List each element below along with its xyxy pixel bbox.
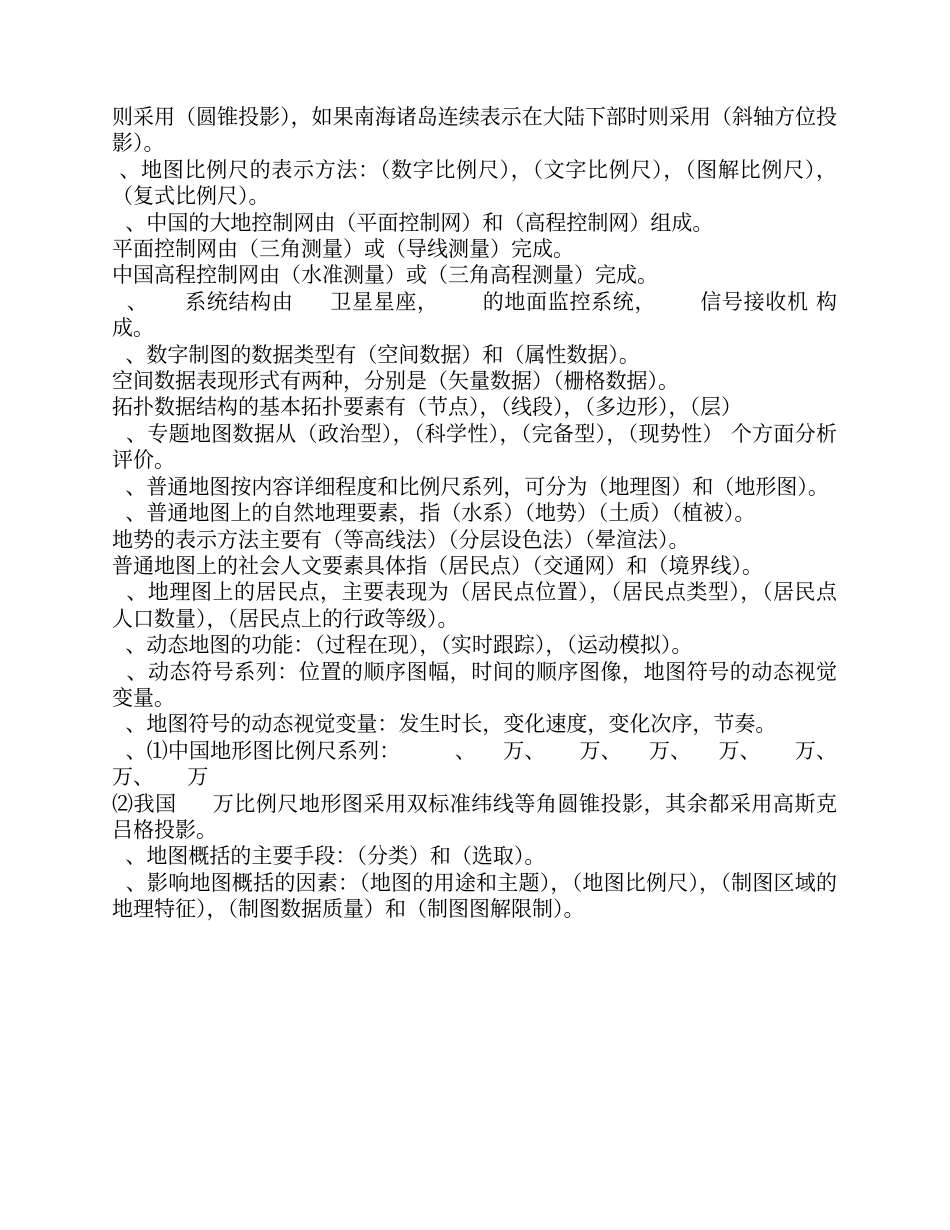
- paragraph: 平面控制网由（三角测量）或（导线测量）完成。: [112, 237, 574, 262]
- paragraph: 、动态地图的功能：（过程在现），（实时跟踪），（运动模拟）。: [112, 633, 693, 658]
- paragraph: 、专题地图数据从（政治型），（科学性），（完备型），（现势性） 个方面分析评价。: [112, 421, 837, 473]
- paragraph: 、普通地图上的自然地理要素，指（水系）（地势）（土质）（植被）。: [112, 501, 756, 526]
- paragraph: 、地图比例尺的表示方法：（数字比例尺），（文字比例尺），（图解比例尺），（复式比例尺）。: [112, 157, 837, 209]
- paragraph: 、动态符号系列：位置的顺序图幅，时间的顺序图像，地图符号的动态视觉变量。: [112, 659, 837, 710]
- paragraph: 拓扑数据结构的基本拓扑要素有（节点），（线段），（多边形），（层）: [112, 395, 742, 420]
- paragraph: 、普通地图按内容详细程度和比例尺系列，可分为（地理图）和（地形图）。: [112, 474, 829, 499]
- paragraph: 、数字制图的数据类型有（空间数据）和（属性数据）。: [112, 342, 640, 367]
- paragraph: 、中国的大地控制网由（平面控制网）和（高程控制网）组成。: [112, 210, 714, 235]
- paragraph: 空间数据表现形式有两种，分别是（矢量数据）（栅格数据）。: [112, 369, 679, 394]
- paragraph: 地势的表示方法主要有（等高线法）（分层设色法）（晕渲法）。: [112, 527, 690, 552]
- paragraph: 、影响地图概括的因素：（地图的用途和主题），（地图比例尺），（制图区域的地理特征），（制图数据质量）和（制图图解限制）。: [112, 870, 837, 922]
- paragraph: ⑵我国 万比例尺地形图采用双标准纬线等角圆锥投影，其余都采用高斯克吕格投影。: [112, 791, 837, 842]
- paragraph: 、 系统结构由 卫星星座， 的地面监控系统， 信号接收机 构成。: [112, 289, 837, 341]
- paragraph: 普通地图上的社会人文要素具体指（居民点）（交通网）和（境界线）。: [112, 553, 763, 578]
- paragraph: 中国高程控制网由（水准测量）或（三角高程测量）完成。: [112, 263, 658, 288]
- paragraph: 、地图符号的动态视觉变量：发生时长，变化速度，变化次序，节奏。: [112, 712, 777, 737]
- paragraph: 、地图概括的主要手段：（分类）和（选取）。: [112, 844, 546, 869]
- paragraph: 、地理图上的居民点，主要表现为（居民点位置），（居民点类型），（居民点人口数量），（居民点上的行政等级）。: [112, 580, 837, 631]
- paragraph: 、⑴中国地形图比例尺系列： 、 万、 万、 万、 万、 万、 万、 万: [112, 738, 871, 790]
- paragraph: 则采用（圆锥投影），如果南海诸岛连续表示在大陆下部时则采用（斜轴方位投影）。: [112, 105, 837, 156]
- document-body: [112, 104, 871, 923]
